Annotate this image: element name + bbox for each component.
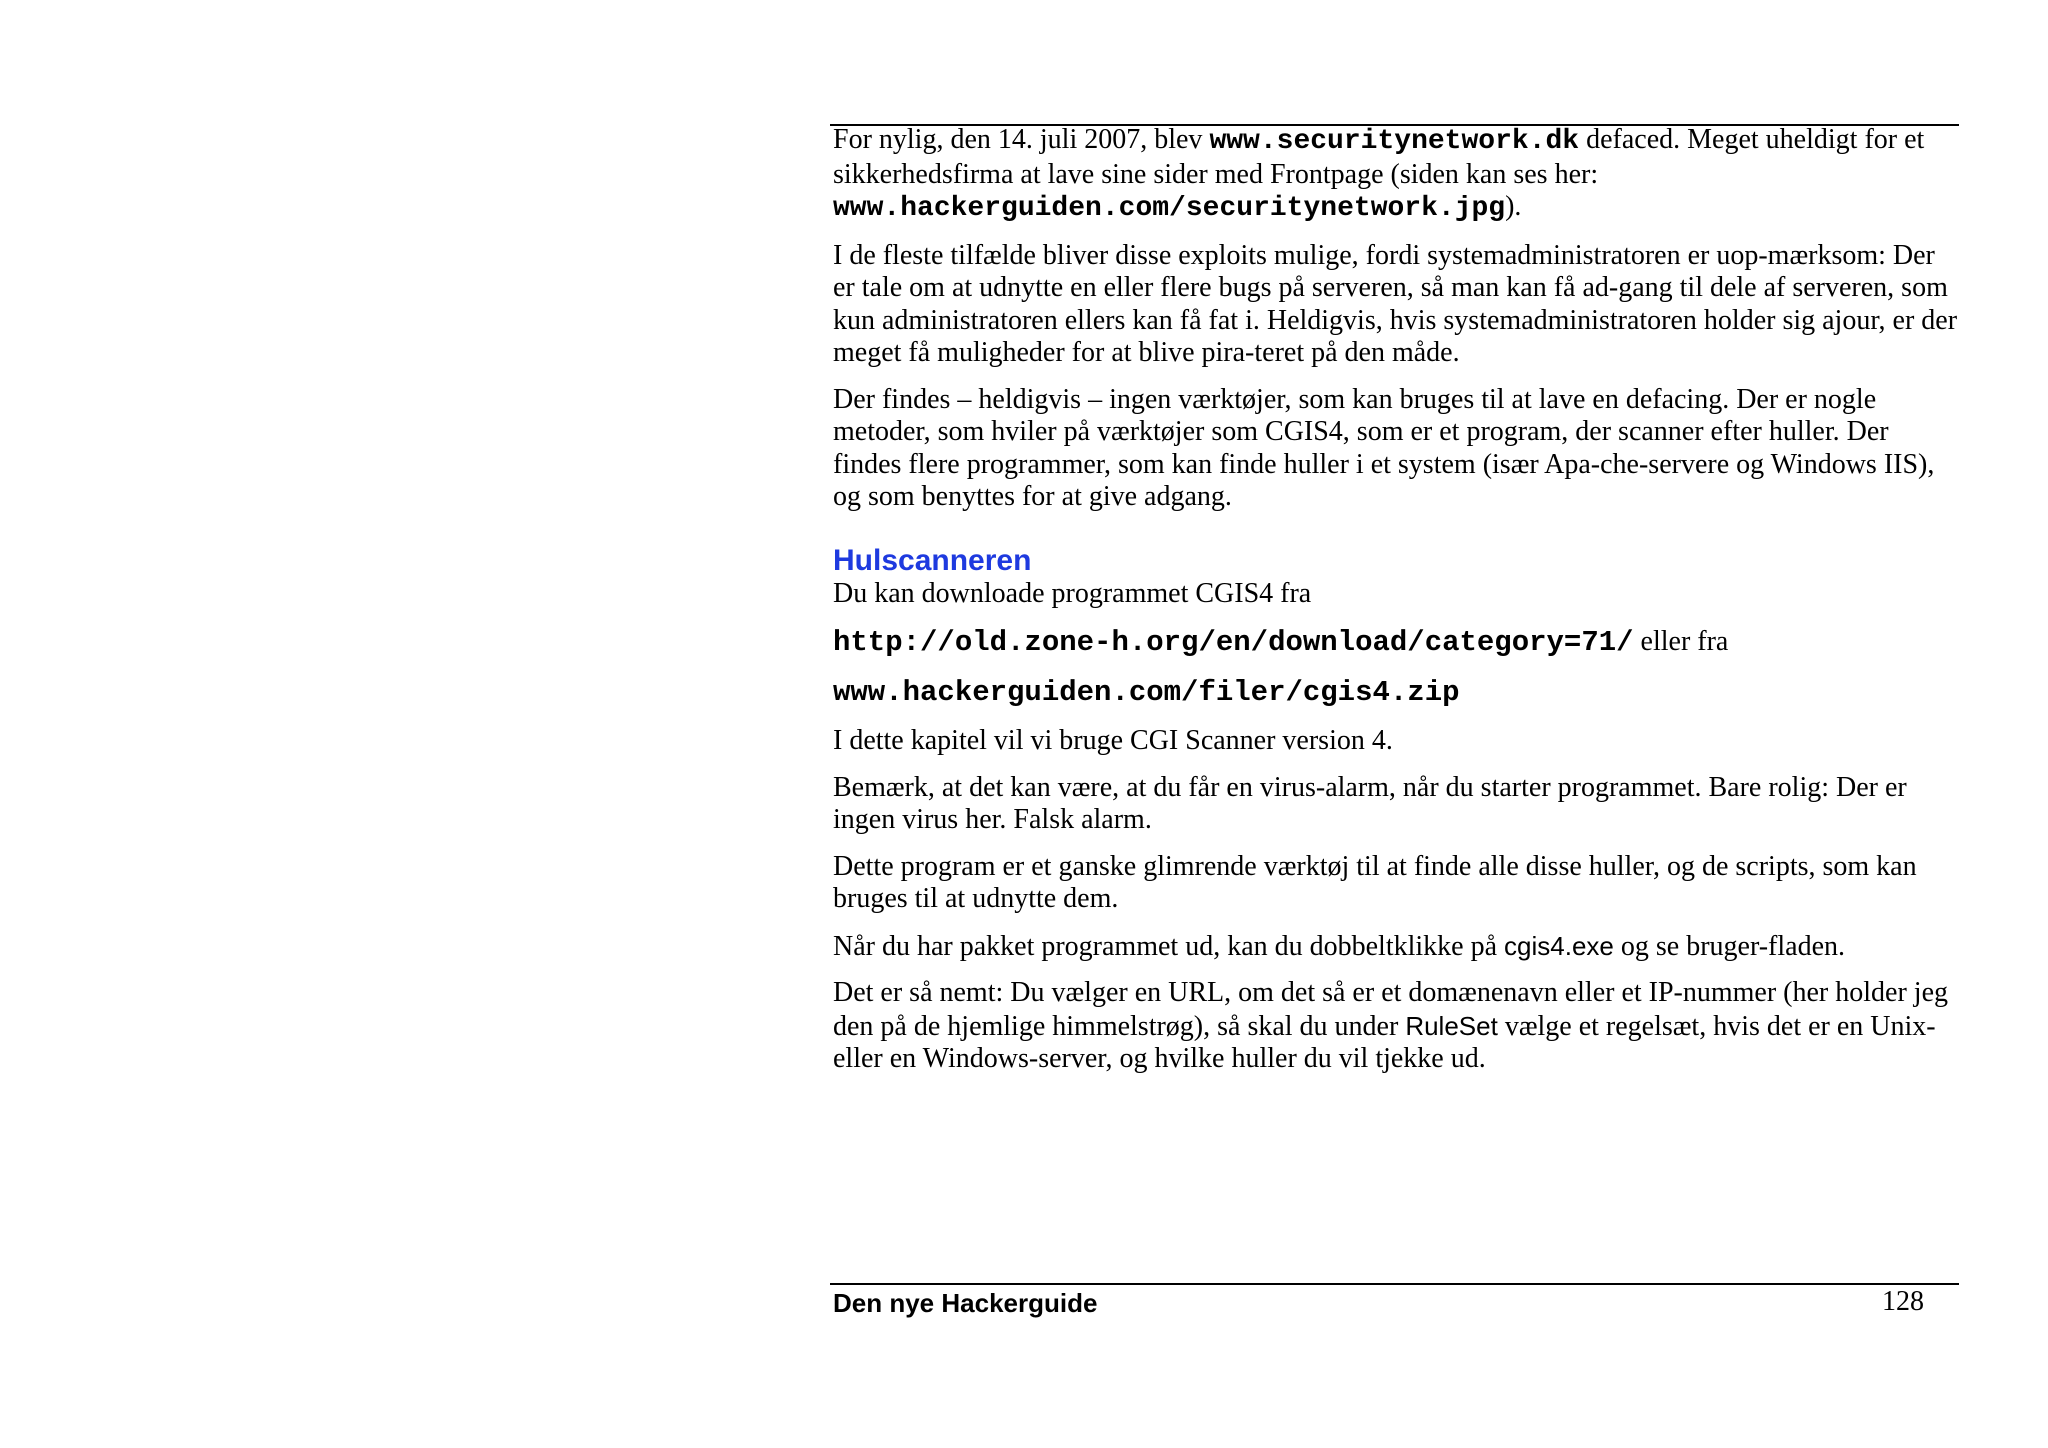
paragraph-program: Dette program er et ganske glimrende værktøj til at finde alle disse huller, og de scripts, som kan bruges til at udnytte dem. [833, 850, 1917, 914]
screenshot-url: www.hackerguiden.com/securitynetwork.jpg [833, 193, 1506, 224]
menu-name: RuleSet [1405, 1010, 1498, 1041]
paragraph-text: vælge et regelsæt, hvis det er en Unix- eller en Windows-server, og hvilke huller du vil tjekke ud. [833, 1010, 1936, 1074]
site-address: www.securitynetwork.dk [1209, 126, 1580, 157]
paragraph-text: For nylig, den 14. juli 2007, blev [833, 124, 1210, 155]
paragraph-usage [833, 977, 1959, 1076]
url-suffix: eller fra [1633, 626, 1729, 657]
paragraph-text: ). [1505, 191, 1522, 222]
paragraph-text: Når du har pakket programmet ud, kan du dobbeltklikke på [833, 930, 1505, 962]
download-url-1: http://old.zone-h.org/en/download/category=71/ [833, 626, 1634, 659]
body-text [833, 124, 1959, 1090]
paragraph-text: og se bruger-fladen. [1613, 930, 1845, 962]
paragraph-virus-alarm: Bemærk, at det kan være, at du får en virus-alarm, når du starter programmet. Bare rolig: Der er ingen virus her. Falsk alarm. [833, 771, 1907, 835]
file-name: cgis4.exe [1504, 930, 1614, 961]
download-url-2: www.hackerguiden.com/filer/cgis4.zip [833, 675, 1460, 709]
download-url-line-2 [833, 676, 1959, 710]
paragraph-download: Du kan downloade programmet CGIS4 fra [833, 577, 1312, 609]
download-url-line-1 [833, 626, 1959, 660]
section-heading: Hulscanneren [833, 543, 1032, 577]
paragraph-unpack [833, 930, 1959, 964]
paragraph-tools: Der findes – heldigvis – ingen værktøjer, som kan bruges til at lave en defacing. Der er nogle metoder, som hviler på værktøjer som CGIS4, som er et program, der scanner efter huller. Der findes flere programmer, som kan finde huller i et system (især Apa-che-servere og Windows IIS), og som benyttes for at give adgang. [833, 383, 1935, 512]
paragraph-exploits: I de fleste tilfælde bliver disse exploits mulige, fordi systemadministratoren er uop-mærksom: Der er tale om at udnytte en eller flere bugs på serveren, så man kan få ad-gang til dele af serveren, som kun administratoren ellers kan få fat i. Heldigvis, hvis systemadministratoren holder sig ajour, er der meget få muligheder for at blive pira-teret på den måde. [833, 239, 1958, 368]
footer-rule [830, 1283, 1959, 1285]
paragraph-text: defaced. Meget uheldigt for et sikkerhedsfirma at lave sine sider med Frontpage (siden kan ses her: [833, 124, 1925, 190]
footer-title: Den nye Hackerguide [833, 1288, 1098, 1318]
page-number: 128 [1882, 1286, 1924, 1317]
paragraph-version: I dette kapitel vil vi bruge CGI Scanner version 4. [833, 725, 1393, 756]
paragraph-text: Det er så nemt: Du vælger en URL, om det så er et domænenavn eller et IP-nummer (her holder jeg den på de hjemlige himmelstrøg), så skal du under [833, 977, 1948, 1042]
paragraph-defacement [833, 124, 1959, 226]
